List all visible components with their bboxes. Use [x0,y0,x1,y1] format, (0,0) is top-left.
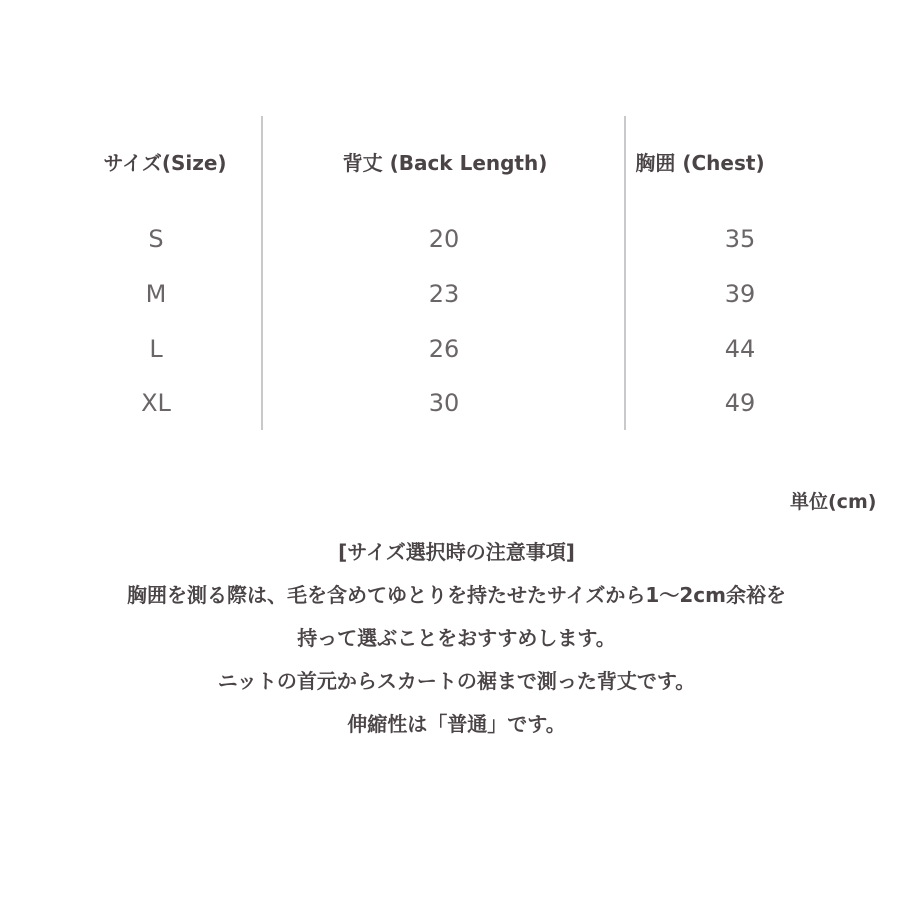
cell-size: M [145,280,167,308]
cell-chest: 49 [724,389,756,417]
cell-back-length: 26 [428,335,460,363]
cell-size: XL [141,389,171,417]
unit-label: 単位(cm) [790,491,877,513]
column-divider [261,116,263,430]
notes-title: [サイズ選択時の注意事項] [338,540,575,564]
cell-chest: 35 [724,225,756,253]
header-chest: 胸囲 (Chest) [635,151,765,175]
notes-line: 胸囲を測る際は、毛を含めてゆとりを持たせたサイズから1～2cm余裕を [127,583,786,607]
cell-back-length: 23 [428,280,460,308]
cell-back-length: 30 [428,389,460,417]
notes-line: 持って選ぶことをおすすめします。 [297,626,616,650]
header-back-length: 背丈 (Back Length) [342,151,548,175]
notes-line: ニットの首元からスカートの裾まで測った背丈です。 [217,669,696,693]
column-divider [624,116,626,430]
cell-back-length: 20 [428,225,460,253]
cell-size: L [149,335,163,363]
header-size: サイズ(Size) [103,151,227,175]
cell-chest: 39 [724,280,756,308]
notes-section [0,535,913,750]
cell-size: S [148,225,164,253]
cell-chest: 44 [724,335,756,363]
notes-line: 伸縮性は「普通」です。 [347,712,566,736]
